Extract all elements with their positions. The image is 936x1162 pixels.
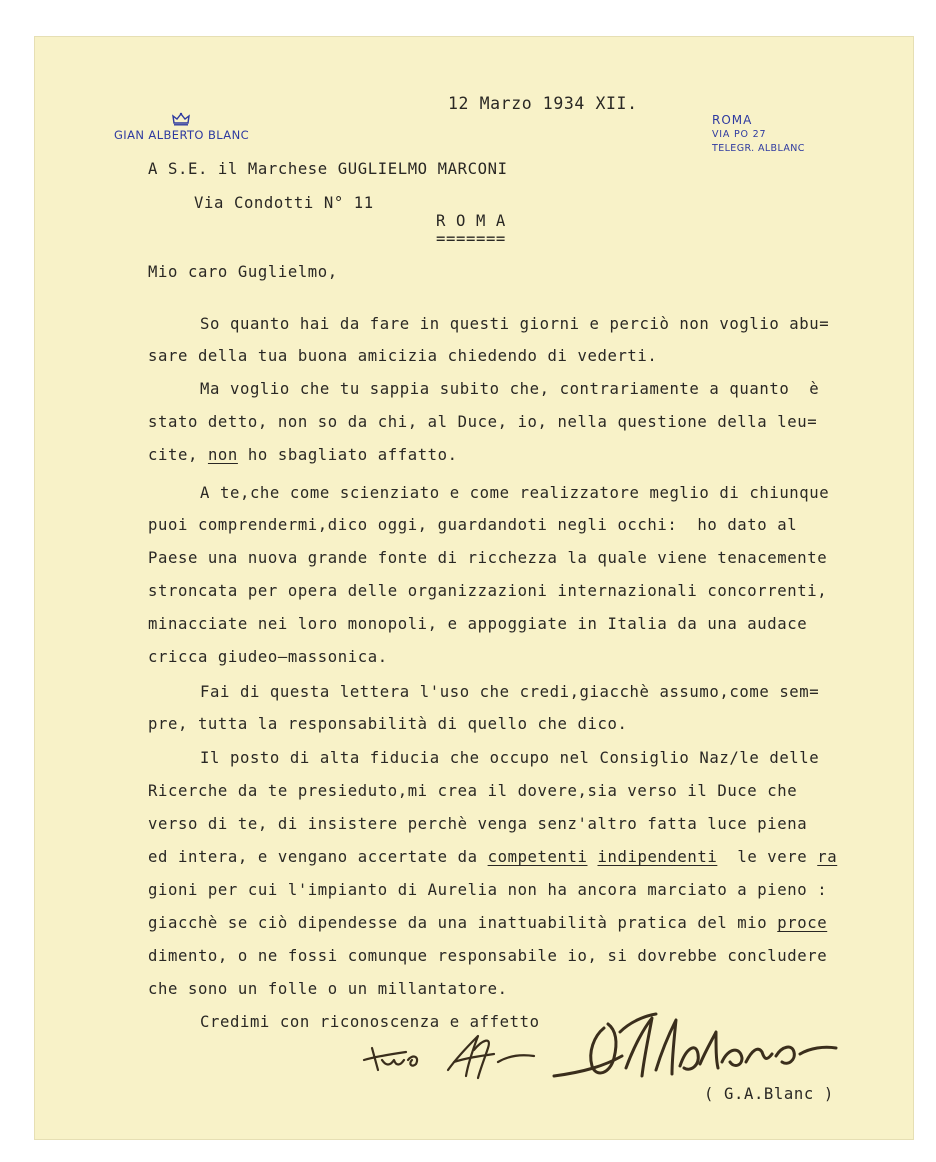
body-line: Ricerche da te presieduto,mi crea il dovere,sia verso il Duce che <box>148 782 798 800</box>
body-line <box>148 848 837 866</box>
closing: Credimi con riconoscenza e affetto <box>200 1013 540 1031</box>
body-text: giacchè se ciò dipendesse da una inattuabilità pratica del mio <box>148 914 778 932</box>
body-line: stroncata per opera delle organizzazioni internazionali concorrenti, <box>148 582 828 600</box>
letterhead-telegraph: TELEGR. ALBLANC <box>712 143 805 154</box>
body-line: puoi comprendermi,dico oggi, guardandoti negli occhi: ho dato al <box>148 516 798 534</box>
underlined-word: non <box>207 446 238 464</box>
recipient-city-rule: ======= <box>436 230 506 248</box>
body-line <box>148 446 458 464</box>
body-line: So quanto hai da fare in questi giorni e perciò non voglio abu= <box>200 315 830 333</box>
body-line: dimento, o ne fossi comunque responsabile io, si dovrebbe concludere <box>148 947 828 965</box>
body-line: cricca giudeo—massonica. <box>148 648 388 666</box>
body-line: verso di te, di insistere perchè venga senz'altro fatta luce piena <box>148 815 808 833</box>
body-line: gioni per cui l'impianto di Aurelia non ha ancora marciato a pieno : <box>148 881 828 899</box>
body-line: Il posto di alta fiducia che occupo nel Consiglio Naz/le delle <box>200 749 820 767</box>
body-text: ho sbagliato affatto. <box>237 446 458 464</box>
body-text <box>588 848 598 866</box>
underlined-word: proce <box>777 914 828 932</box>
body-line: Ma voglio che tu sappia subito che, contrariamente a quanto è <box>200 380 820 398</box>
letter-date: 12 Marzo 1934 XII. <box>448 94 638 113</box>
underlined-word: competenti <box>487 848 588 866</box>
body-line: Fai di questa lettera l'uso che credi,giacchè assumo,come sem= <box>200 683 820 701</box>
recipient-city: R O M A <box>436 212 506 230</box>
body-line: minacciate nei loro monopoli, e appoggiate in Italia da una audace <box>148 615 808 633</box>
recipient-line-2: Via Condotti N° 11 <box>194 194 374 212</box>
handwritten-tuo-aff <box>358 1026 548 1086</box>
body-line <box>148 914 827 932</box>
body-line: stato detto, non so da chi, al Duce, io, nella questione della leu= <box>148 413 818 431</box>
crown-icon <box>172 112 190 126</box>
body-text: cite, <box>148 446 208 464</box>
recipient-line-1: A S.E. il Marchese GUGLIELMO MARCONI <box>148 160 508 178</box>
letterhead-street: VIA PO 27 <box>712 129 767 140</box>
underlined-word: ra <box>817 848 838 866</box>
body-line: che sono un folle o un millantatore. <box>148 980 508 998</box>
underlined-word: indipendenti <box>597 848 718 866</box>
body-text: ed intera, e vengano accertate da <box>148 848 488 866</box>
body-text: le vere <box>717 848 818 866</box>
body-line: sare della tua buona amicizia chiedendo di vederti. <box>148 347 658 365</box>
letterhead-city: ROMA <box>712 113 753 127</box>
body-line: A te,che come scienziato e come realizzatore meglio di chiunque <box>200 484 830 502</box>
signature-name: ( G.A.Blanc ) <box>704 1085 834 1103</box>
body-line: Paese una nuova grande fonte di ricchezza la quale viene tenacemente <box>148 549 828 567</box>
salutation: Mio caro Guglielmo, <box>148 263 338 281</box>
body-line: pre, tutta la responsabilità di quello che dico. <box>148 715 628 733</box>
letterhead-name: GIAN ALBERTO BLANC <box>114 128 250 142</box>
